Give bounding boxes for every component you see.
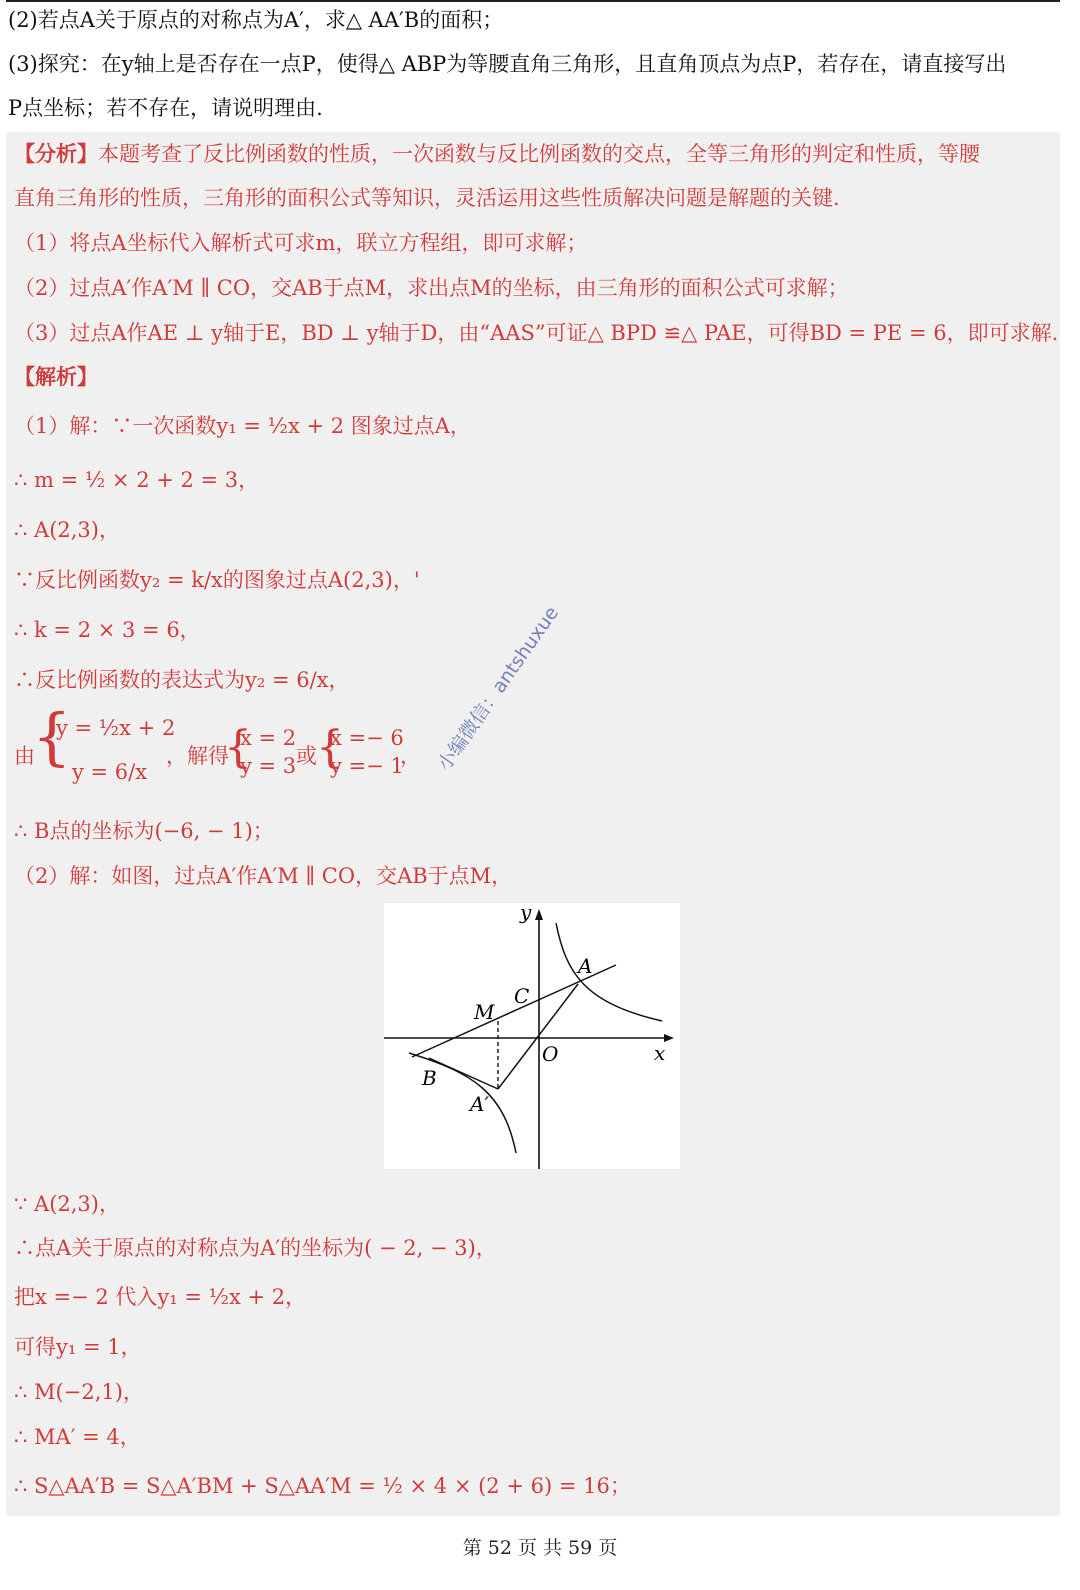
label-x: x — [654, 1041, 666, 1065]
solution-line-2: ∴ m = ½ × 2 + 2 = 3， — [14, 468, 260, 492]
label-c: C — [514, 984, 530, 1008]
label-y: y — [520, 903, 532, 924]
hyperbola-branch-1 — [556, 923, 662, 1021]
solution-line-10: ∵ A(2,3)， — [14, 1192, 120, 1216]
solution-line-6: ∴反比例函数的表达式为y₂ = 6/x， — [14, 668, 350, 692]
label-a: A — [578, 954, 593, 978]
analysis-tag: 【分析】 — [14, 141, 98, 166]
question-2: (2)若点A关于原点的对称点为A′，求△ AA′B的面积； — [8, 8, 504, 32]
solution-line-12: 把x =− 2 代入y₁ = ½x + 2， — [14, 1285, 307, 1309]
solution2-x: x =− 6 — [330, 726, 404, 750]
question-3-line2: P点坐标；若不存在，请说明理由. — [8, 96, 323, 120]
analysis-line-5: （3）过点A作AE ⊥ y轴于E，BD ⊥ y轴于D，由“AAS”可证△ BPD ≌△ PAE，可得BD = PE = 6，即可求解. — [14, 321, 1059, 345]
x-axis-arrow — [664, 1034, 674, 1042]
analysis-line-2: 直角三角形的性质，三角形的面积公式等知识，灵活运用这些性质解决问题是解题的关键. — [14, 186, 840, 210]
solution-line-5: ∴ k = 2 × 3 = 6， — [14, 618, 201, 642]
y-axis-arrow — [535, 909, 543, 920]
top-rule — [6, 0, 1060, 2]
system-brace: { — [32, 700, 72, 773]
solution-line-4: ∵反比例函数y₂ = k/x的图象过点A(2,3)，' — [14, 568, 420, 592]
solution-line-9: （2）解：如图，过点A′作A′M ∥ CO，交AB于点M， — [14, 864, 513, 888]
system-solve-text: ，解得 — [166, 744, 229, 768]
solution-panel — [6, 132, 1060, 1516]
analysis-line-4: （2）过点A′作A′M ∥ CO，交AB于点M，求出点M的坐标，由三角形的面积公式可求解； — [14, 276, 849, 300]
question-3-line1: (3)探究：在y轴上是否存在一点P，使得△ ABP为等腰直角三角形，且直角顶点为点P，若存在，请直接写出 — [8, 52, 1007, 76]
label-o: O — [542, 1042, 559, 1066]
solution1-x: x = 2 — [240, 726, 297, 750]
analysis-line-3: （1）将点A坐标代入解析式可求m，联立方程组，即可求解； — [14, 231, 588, 255]
label-a-prime: A′ — [470, 1092, 489, 1116]
solution-line-15: ∴ MA′ = 4， — [14, 1425, 141, 1449]
system-eq1: y = ½x + 2 — [56, 716, 176, 740]
solution2-y: y =− 1 — [330, 754, 404, 778]
solution1-brace: { — [224, 722, 252, 773]
solution1-y: y = 3 — [240, 754, 297, 778]
solution-line-3: ∴ A(2,3)， — [14, 518, 120, 542]
label-b: B — [422, 1066, 437, 1090]
or-text: 或 — [296, 744, 317, 768]
solution2-brace: { — [316, 722, 344, 773]
system-end: ， — [400, 744, 421, 768]
analysis-line-1 — [14, 138, 980, 168]
system-eq2: y = 6/x — [72, 760, 148, 784]
line-ab — [412, 965, 616, 1057]
solution-line-16: ∴ S△AA′B = S△A′BM + S△AA′M = ½ × 4 × (2 + 6) = 16； — [14, 1474, 631, 1498]
solution-tag: 【解析】 — [14, 364, 98, 389]
solution-line-11: ∴点A关于原点的对称点为A′的坐标为( − 2, − 3)， — [14, 1236, 497, 1260]
label-m: M — [474, 1000, 495, 1024]
coordinate-diagram — [384, 903, 680, 1169]
watermark: 小编微信：antshuxue — [433, 602, 564, 775]
page-footer: 第 52 页 共 59 页 — [462, 1537, 618, 1559]
analysis-text-1: 本题考查了反比例函数的性质，一次函数与反比例函数的交点，全等三角形的判定和性质，等腰 — [98, 142, 980, 166]
solution-line-1: （1）解：∵一次函数y₁ = ½x + 2 图象过点A， — [14, 414, 471, 438]
geometry-figure — [384, 903, 680, 1169]
line-b-a-prime — [429, 1058, 498, 1089]
solution-line-8: ∴ B点的坐标为(−6, − 1)； — [14, 819, 274, 843]
system-prefix: 由 — [14, 744, 35, 768]
solution-line-13: 可得y₁ = 1， — [14, 1335, 142, 1359]
solution-line-14: ∴ M(−2,1)， — [14, 1380, 144, 1404]
